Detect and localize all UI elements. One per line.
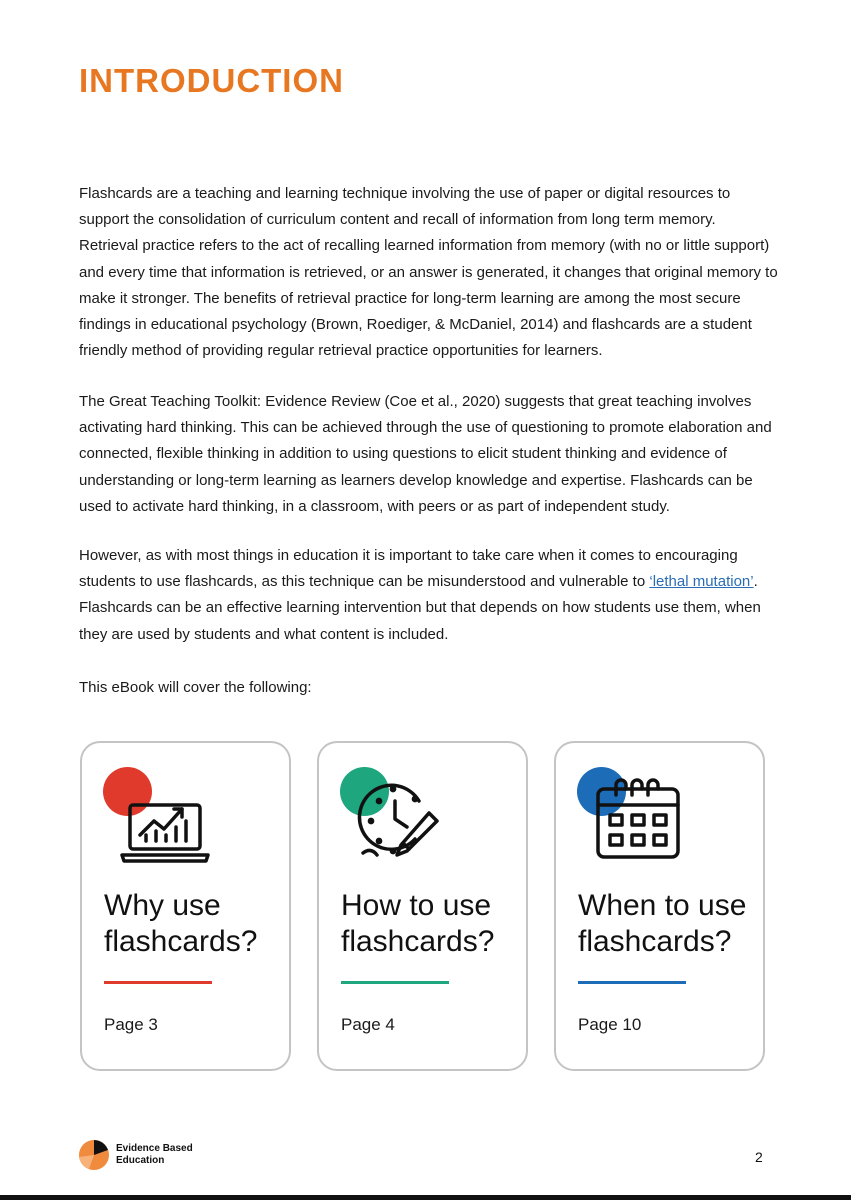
brand-logo-icon [79, 1140, 109, 1170]
intro-paragraph-4: This eBook will cover the following: [79, 679, 312, 696]
page-title: INTRODUCTION [79, 62, 344, 99]
paragraph-3-text-start: However, as with most things in education it is important to take care when it comes to encouraging students to use flashcards, as this technique can be misunderstood and vulnerable to [79, 547, 738, 591]
calendar-icon [594, 775, 686, 867]
lethal-mutation-link[interactable]: ‘lethal mutation’ [649, 573, 754, 591]
accent-rule [578, 981, 686, 984]
intro-paragraph-2: The Great Teaching Toolkit: Evidence Review (Coe et al., 2020) suggests that great teaching involves activating hard thinking. This can be achieved through the use of questioning to promote elaboration and connected, flexible thinking in addition to using questions to elicit student thinking and evidence of understanding or long-term learning as learners develop knowledge and expertise. Flashcards can be used to activate hard thinking, in a classroom, with peers or as part of independent study. [79, 393, 772, 515]
card-title: When to use flashcards? [578, 889, 747, 958]
card-when-to-use-flashcards[interactable] [554, 741, 765, 1071]
card-why-use-flashcards[interactable] [80, 741, 291, 1071]
card-page-label: Page 4 [341, 1015, 395, 1034]
card-page-label: Page 10 [578, 1015, 642, 1034]
card-how-to-use-flashcards[interactable] [317, 741, 528, 1071]
paragraph-3-text-end: . Flashcards can be an effective learning intervention but that depends on how students use them, when they are used by students and what content is included. [79, 573, 761, 643]
intro-paragraph-1: Flashcards are a teaching and learning technique involving the use of paper or digital resources to support the consolidation of curriculum content and recall of information from long term memory. Retrieval practice refers to the act of recalling learned information from memory (with no or little support) and every time that information is retrieved, or an answer is generated, it changes that original memory to make it stronger. The benefits of retrieval practice for long-term learning are among the most secure findings in educational psychology (Brown, Roediger, & McDaniel, 2014) and flashcards are a student friendly method of providing regular retrieval practice opportunities for learners. [79, 185, 778, 360]
card-title: How to use flashcards? [341, 889, 495, 958]
bottom-border [0, 1195, 851, 1200]
card-title: Why use flashcards? [104, 889, 258, 958]
clock-pencil-icon [357, 775, 449, 867]
card-page-label: Page 3 [104, 1015, 158, 1034]
accent-rule [104, 981, 212, 984]
accent-rule [341, 981, 449, 984]
page-number: 2 [755, 1149, 763, 1165]
brand-name: Evidence Based Education [116, 1143, 193, 1166]
chart-laptop-icon [120, 775, 212, 867]
intro-paragraph-3 [79, 543, 779, 648]
